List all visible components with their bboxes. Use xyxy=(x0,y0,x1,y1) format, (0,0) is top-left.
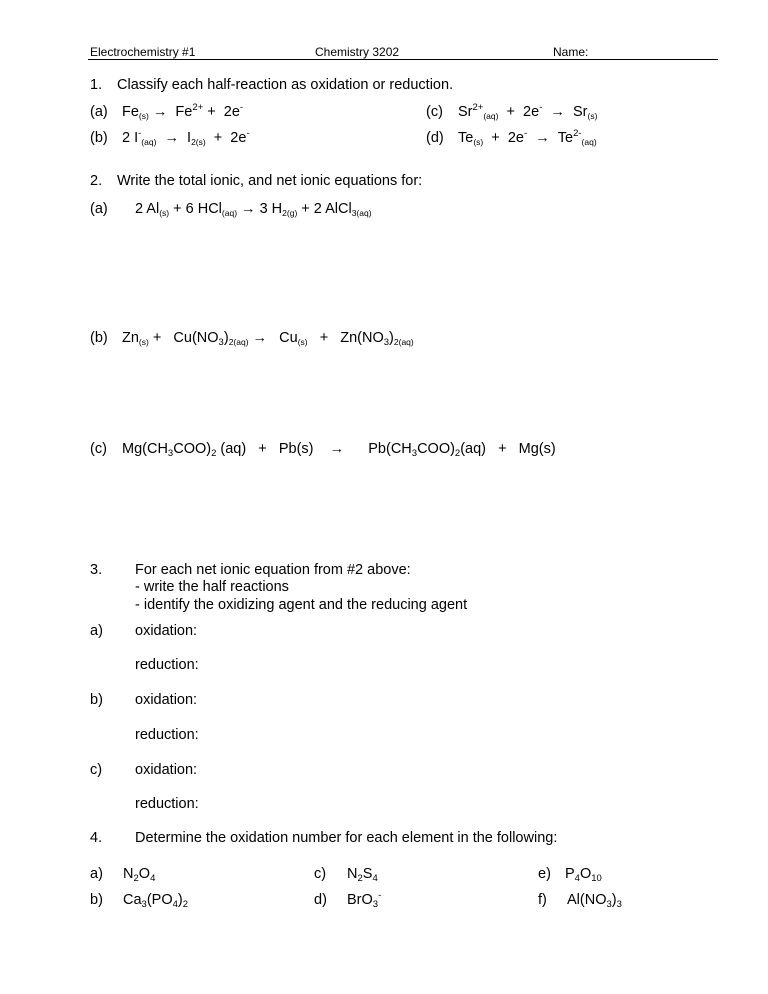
q4d-formula: BrO$_3$- xyxy=(347,890,382,910)
q3-prompt: For each net ionic equation from #2 above: xyxy=(135,562,411,578)
q4a-formula: $N_2O_4$ xyxy=(123,866,156,884)
header-rule xyxy=(88,59,718,60)
q4-number: 4. xyxy=(90,830,103,846)
q2b-label: (b) xyxy=(90,330,108,346)
q3-number: 3. xyxy=(90,562,103,578)
q3b-reduction-label: reduction: xyxy=(135,727,199,743)
q4c-formula: $N_2S_4$ xyxy=(347,866,378,884)
header-course-title: Electrochemistry #1 xyxy=(90,45,196,59)
q4b-formula: $Ca_3(PO_4)_2$ xyxy=(123,892,189,910)
q3c-oxidation-label: oxidation: xyxy=(135,762,198,778)
q3-bullet-agents: - identify the oxidizing agent and the reducing agent xyxy=(135,597,468,613)
q1c-label: (c) xyxy=(426,104,443,120)
q1a-label: (a) xyxy=(90,104,108,120)
q2a-equation: 2 $Al_{(s)} + 6$ HCl$_{(aq)}$ → 3 $H_{2(g)} + 2$ AlCl$_{3(aq)}$ xyxy=(135,201,372,218)
q4f-formula: $Al(NO_3)_3$ xyxy=(567,892,622,910)
q3c-reduction-label: reduction: xyxy=(135,796,199,812)
q1a-equation: $Fe_{(s)} \to Fe^{2+} + 2e^-$ xyxy=(122,102,244,121)
q2-prompt: Write the total ionic, and net ionic equations for: xyxy=(117,173,423,189)
q2a-label: (a) xyxy=(90,201,108,217)
q1-number: 1. xyxy=(90,77,103,93)
q4c-label: c) xyxy=(314,866,327,882)
q4e-label: e) xyxy=(538,866,551,882)
q3b-label: b) xyxy=(90,692,103,708)
q3a-label: a) xyxy=(90,623,103,639)
q3a-reduction-label: reduction: xyxy=(135,657,199,673)
q4-prompt: Determine the oxidation number for each element in the following: xyxy=(135,830,558,846)
q4e-formula: $P_4O_{10}$ xyxy=(565,866,602,884)
q1c-equation: $Sr^{2+}_{(aq)} + 2e^- \to Sr_{(s)}$ xyxy=(458,102,598,121)
q3b-oxidation-label: oxidation: xyxy=(135,692,198,708)
q1b-equation: 2 $I^-_{(aq)} \to I_{2(s)} + 2e^-$ xyxy=(122,128,250,147)
q3a-oxidation-label: oxidation: xyxy=(135,623,198,639)
q1-prompt: Classify each half-reaction as oxidation or reduction. xyxy=(117,77,454,93)
header-name-label: Name: xyxy=(553,45,589,59)
q3-bullet-half-reactions: - write the half reactions xyxy=(135,579,289,595)
q4a-label: a) xyxy=(90,866,103,882)
header-subject: Chemistry 3202 xyxy=(315,45,400,59)
q1d-label: (d) xyxy=(426,130,444,146)
q2-number: 2. xyxy=(90,173,103,189)
q2b-equation: $Zn_{(s)} + Cu(NO_3)_{2(aq)} \to Cu_{(s)} + Zn(NO_3)_{2(aq)}$ xyxy=(122,330,414,348)
q3c-label: c) xyxy=(90,762,103,778)
q1d-equation: $Te_{(s)} + 2e^- \to Te^{2-}_{(aq)}$ xyxy=(458,128,597,147)
q1b-label: (b) xyxy=(90,130,108,146)
q2c-label: (c) xyxy=(90,441,107,457)
q4b-label: b) xyxy=(90,892,103,908)
q2c-equation: $Mg(CH_3COO)_2$ (aq) + Pb(s) → $Pb(CH_3COO)_2(aq) + Mg(s)$ xyxy=(122,441,556,459)
q4d-label: d) xyxy=(314,892,327,908)
q4f-label: f) xyxy=(538,892,547,908)
